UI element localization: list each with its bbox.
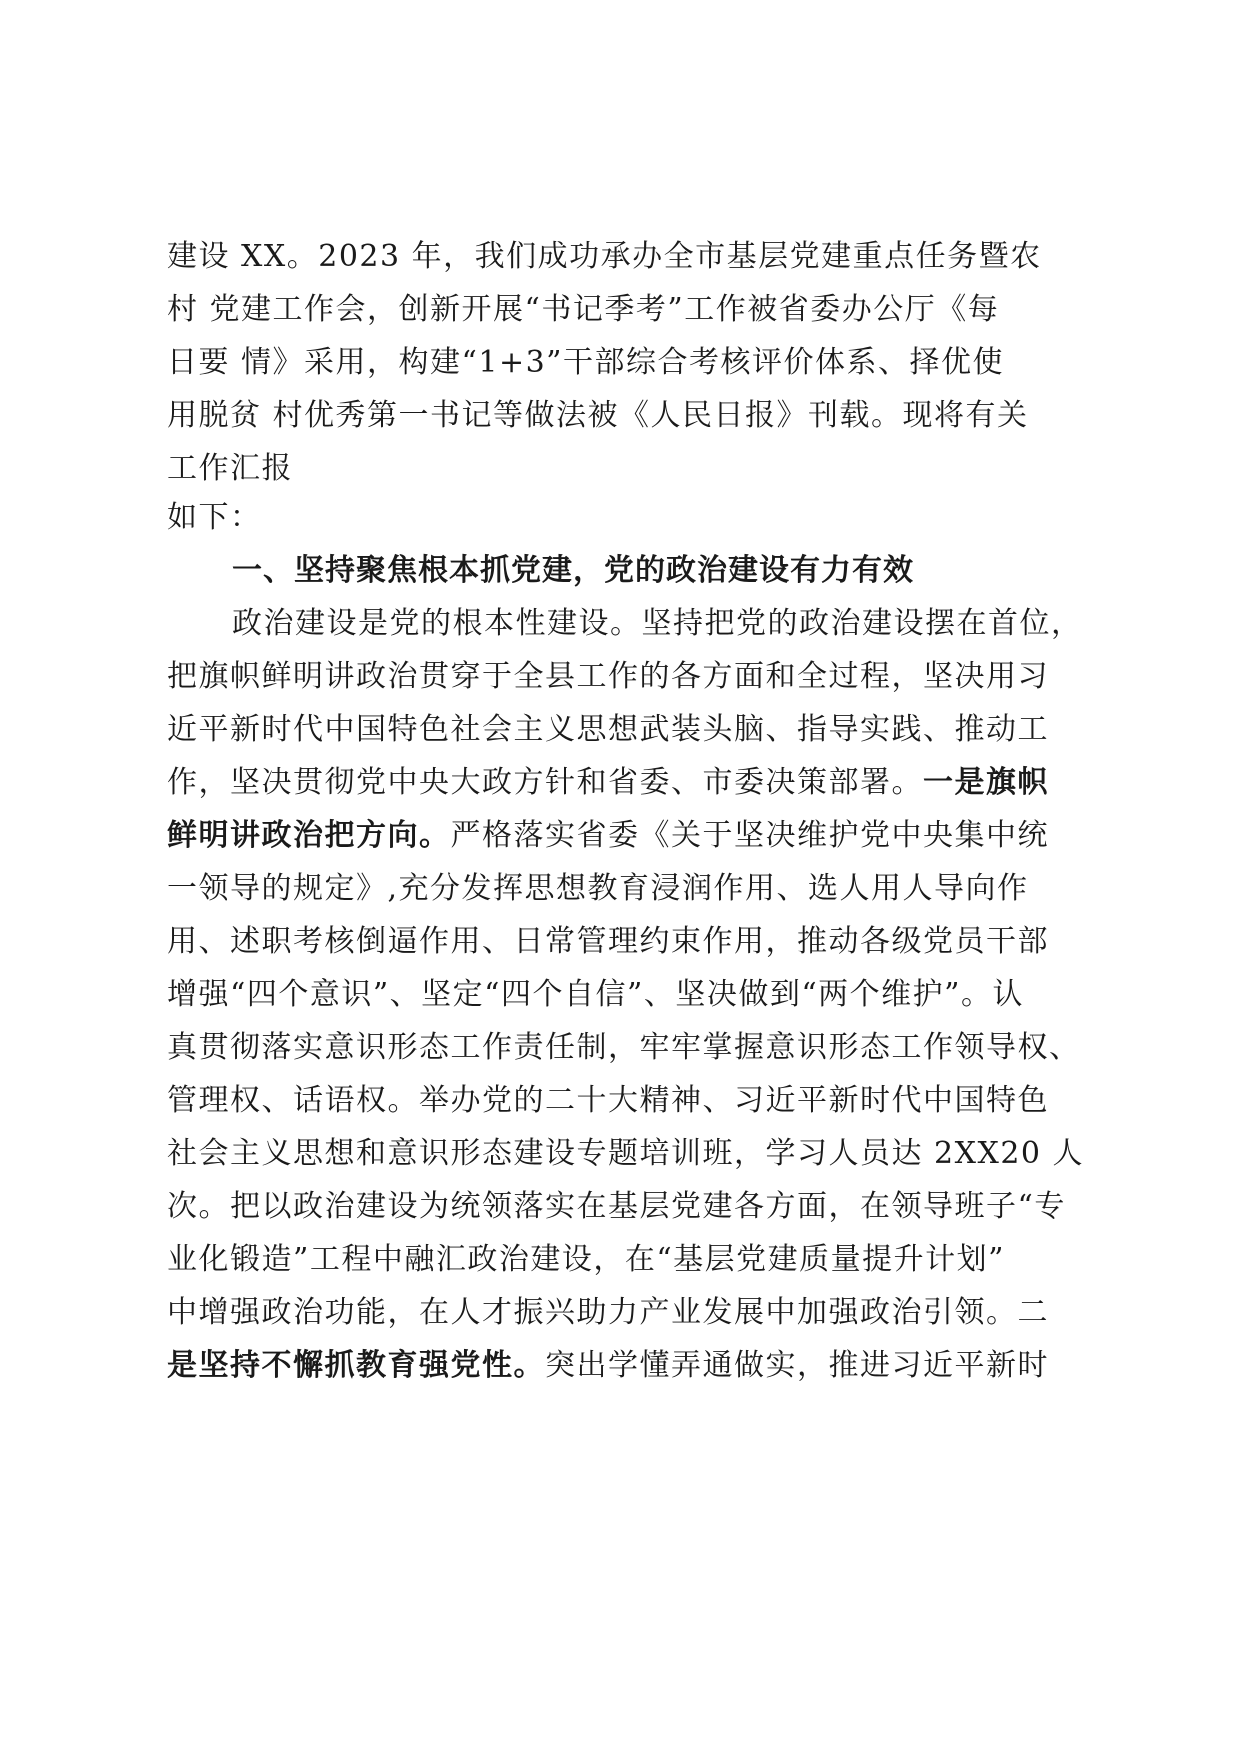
paragraph-line-12: 次。把以政治建设为统领落实在基层党建各方面，在领导班子“专 (167, 1189, 1066, 1224)
paragraph-line-6: 一领导的规定》,充分发挥思想教育浸润作用、选人用人导向作 (167, 871, 1029, 906)
intro-line-5: 工作汇报 (167, 451, 293, 486)
section-heading: 一、坚持聚焦根本抓党建，党的政治建设有力有效 (232, 553, 914, 588)
bold-lead-1a: 一是旗帜 (923, 765, 1049, 800)
paragraph-line-3: 近平新时代中国特色社会主义思想武装头脑、指导实践、推动工 (167, 712, 1049, 747)
paragraph-line-10: 管理权、话语权。举办党的二十大精神、习近平新时代中国特色 (167, 1083, 1049, 1118)
intro-line-6: 如下： (167, 500, 262, 535)
paragraph-line-5 (167, 814, 1049, 858)
paragraph-line-14: 中增强政治功能，在人才振兴助力产业发展中加强政治引领。二 (167, 1295, 1049, 1330)
paragraph-line-8: 增强“四个意识”、坚定“四个自信”、坚决做到“两个维护”。认 (167, 977, 1025, 1012)
paragraph-line-13: 业化锻造”工程中融汇政治建设，在“基层党建质量提升计划” (167, 1242, 1006, 1277)
paragraph-line-15 (167, 1344, 1049, 1388)
paragraph-line-1: 政治建设是党的根本性建设。坚持把党的政治建设摆在首位， (232, 606, 1083, 641)
paragraph-line-2: 把旗帜鲜明讲政治贯穿于全县工作的各方面和全过程，坚决用习 (167, 659, 1049, 694)
bold-lead-1b: 鲜明讲政治把方向。 (167, 818, 451, 853)
paragraph-text: 严格落实省委《关于坚决维护党中央集中统 (450, 818, 1049, 853)
paragraph-line-4 (167, 761, 1049, 805)
intro-line-4: 用脱贫 村优秀第一书记等做法被《人民日报》刊载。现将有关 (167, 398, 1029, 433)
bold-lead-2: 是坚持不懈抓教育强党性。 (167, 1348, 545, 1383)
paragraph-text: 作，坚决贯彻党中央大政方针和省委、市委决策部署。 (167, 765, 923, 800)
paragraph-text: 突出学懂弄通做实，推进习近平新时 (545, 1348, 1049, 1383)
paragraph-line-9: 真贯彻落实意识形态工作责任制，牢牢掌握意识形态工作领导权、 (167, 1030, 1081, 1065)
paragraph-line-7: 用、述职考核倒逼作用、日常管理约束作用，推动各级党员干部 (167, 924, 1049, 959)
paragraph-line-11: 社会主义思想和意识形态建设专题培训班，学习人员达 2XX20 人 (167, 1136, 1085, 1171)
intro-line-2: 村 党建工作会，创新开展“书记季考”工作被省委办公厅《每 (167, 292, 1000, 327)
intro-line-1: 建设 XX。2023 年，我们成功承办全市基层党建重点任务暨农 (167, 239, 1042, 274)
intro-line-3: 日要 情》采用，构建“1+3”干部综合考核评价体系、择优使 (167, 345, 1005, 380)
